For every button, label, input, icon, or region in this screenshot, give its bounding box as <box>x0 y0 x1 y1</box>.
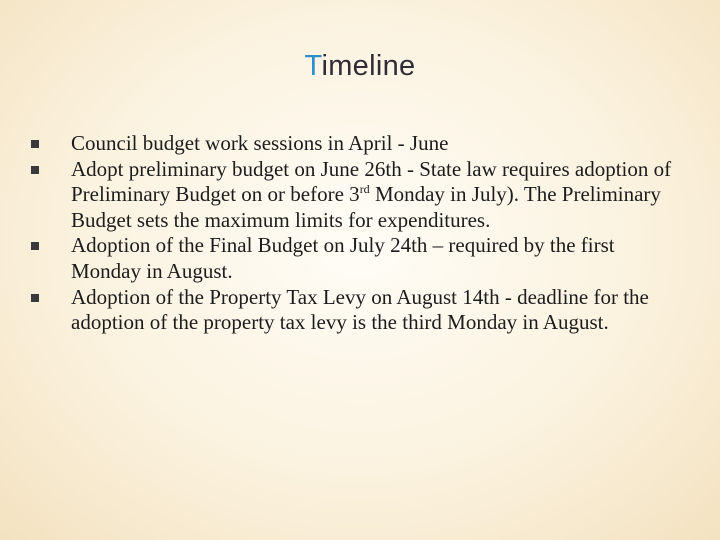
ordinal-suffix: rd <box>359 182 370 197</box>
slide-title-rest: imeline <box>321 50 416 82</box>
slide-title <box>0 50 720 83</box>
bullet-text-part: Adopt preliminary budget on June 26th - State law requires adoption of Preliminary Budget on or before 3 <box>71 156 672 207</box>
bullet-item <box>26 233 686 284</box>
bullet-item <box>26 285 686 336</box>
square-bullet-icon <box>31 294 39 302</box>
bullet-text: Adoption of the Property Tax Levy on August 14th - deadline for the adoption of the property tax levy is the third Monday in August. <box>71 284 649 335</box>
square-bullet-icon <box>31 242 39 250</box>
bullet-item <box>26 157 686 234</box>
bullet-item <box>26 131 686 157</box>
bullet-text: Council budget work sessions in April - June <box>71 131 449 155</box>
bullet-text <box>71 157 671 232</box>
bullet-text: Adoption of the Final Budget on July 24th – required by the first Monday in August. <box>71 233 615 283</box>
slide-title-initial: T <box>304 50 322 82</box>
bullet-list <box>26 131 686 336</box>
bullet-text-part: Monday in July). The Preliminary Budget sets the maximum limits for expenditures. <box>71 182 661 232</box>
square-bullet-icon <box>31 166 39 174</box>
square-bullet-icon <box>31 140 39 148</box>
